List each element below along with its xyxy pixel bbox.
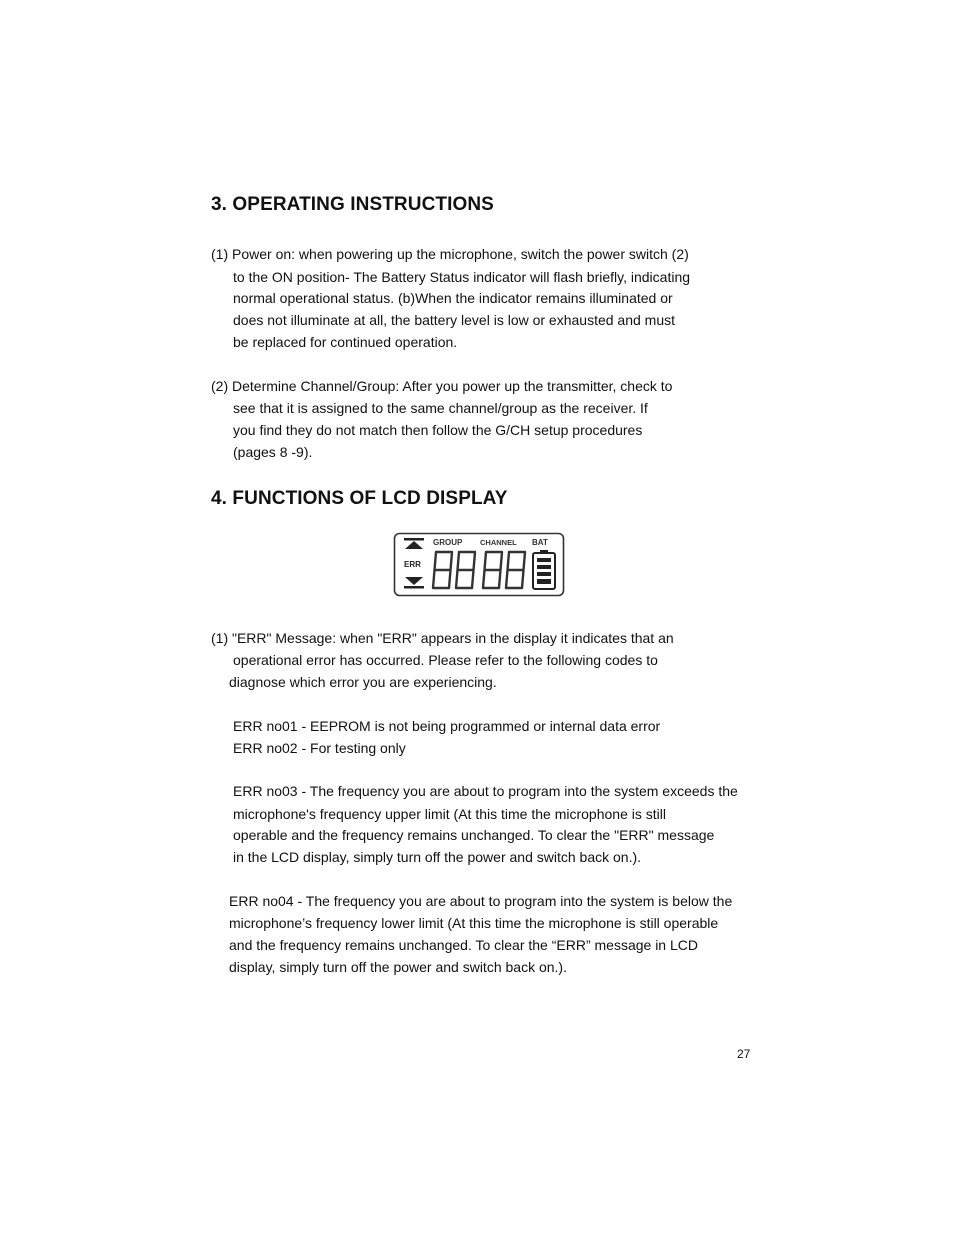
lcd-bat-label: BAT xyxy=(532,538,548,547)
channel-group-line-2: see that it is assigned to the same channel/group as the receiver. If xyxy=(233,400,648,416)
channel-group-line-3: you find they do not match then follow the G/CH setup procedures xyxy=(233,422,643,438)
power-on-line-4: does not illuminate at all, the battery level is low or exhausted and must xyxy=(233,312,676,328)
section-4-heading: 4. FUNCTIONS OF LCD DISPLAY xyxy=(211,488,508,509)
err-no04-line-1: ERR no04 - The frequency you are about to program into the system is below the xyxy=(229,893,733,909)
err-no04-line-4: display, simply turn off the power and switch back on.). xyxy=(229,959,567,975)
power-on-line-1: (1) Power on: when powering up the microphone, switch the power switch (2) xyxy=(211,246,689,262)
err-no03-line-4: in the LCD display, simply turn off the power and switch back on.). xyxy=(233,849,642,865)
channel-group-line-1: (2) Determine Channel/Group: After you power up the transmitter, check to xyxy=(211,378,673,394)
lcd-channel-label: CHANNEL xyxy=(480,538,517,547)
page-number: 27 xyxy=(737,1047,751,1061)
power-on-line-2: to the ON position- The Battery Status indicator will flash briefly, indicating xyxy=(233,269,691,285)
err-no03-line-3: operable and the frequency remains unchanged. To clear the "ERR" message xyxy=(233,827,715,843)
err-no01: ERR no01 - EEPROM is not being programmed or internal data error xyxy=(233,718,661,734)
err-message-line-3: diagnose which error you are experiencing. xyxy=(229,674,497,690)
lcd-display-illustration xyxy=(393,532,565,598)
err-no04-line-3: and the frequency remains unchanged. To clear the “ERR” message in LCD xyxy=(229,937,698,953)
section-3-heading: 3. OPERATING INSTRUCTIONS xyxy=(211,194,494,215)
lcd-err-label: ERR xyxy=(404,560,421,569)
err-no02: ERR no02 - For testing only xyxy=(233,740,406,756)
err-message-line-1: (1) "ERR" Message: when "ERR" appears in the display it indicates that an xyxy=(211,630,674,646)
lcd-display-graphic xyxy=(393,532,565,598)
lcd-group-label: GROUP xyxy=(433,538,463,547)
err-message-line-2: operational error has occurred. Please refer to the following codes to xyxy=(233,652,658,668)
err-no03-line-2: microphone's frequency upper limit (At this time the microphone is still xyxy=(233,806,666,822)
err-no04-line-2: microphone’s frequency lower limit (At this time the microphone is still operable xyxy=(229,915,719,931)
err-no03-line-1: ERR no03 - The frequency you are about to program into the system exceeds the xyxy=(233,783,738,799)
channel-group-line-4: (pages 8 -9). xyxy=(233,444,313,460)
power-on-line-3: normal operational status. (b)When the indicator remains illuminated or xyxy=(233,290,673,306)
power-on-line-5: be replaced for continued operation. xyxy=(233,334,458,350)
